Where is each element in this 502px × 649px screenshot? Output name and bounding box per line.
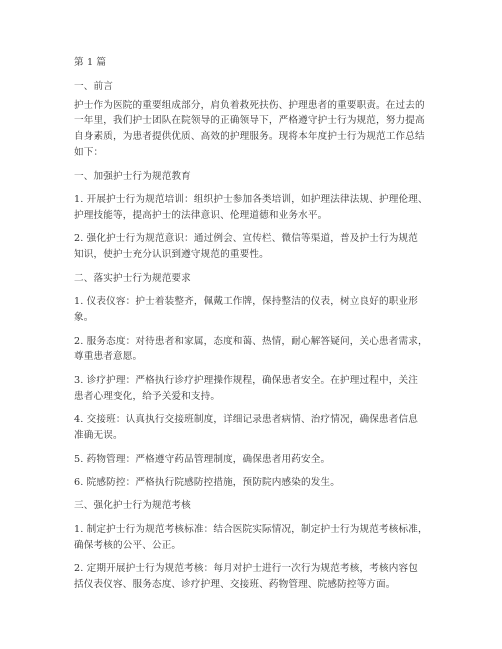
- education-item-2-line-1: 2. 强化护士行为规范意识：通过例会、宣传栏、微信等渠道，普及护士行为规范: [74, 233, 418, 244]
- implementation-item-4-line-1: 4. 交接班：认真执行交接班制度，详细记录患者病情、治疗情况，确保患者信息: [74, 414, 418, 425]
- implementation-item-5: 5. 药物管理：严格遵守药品管理制度，确保患者用药安全。: [74, 454, 331, 465]
- assessment-heading: 三、强化护士行为规范考核: [74, 500, 191, 511]
- education-item-1-line-1: 1. 开展护士行为规范培训：组织护士参加各类培训，如护理法律法规、护理伦理、: [74, 194, 428, 205]
- implementation-item-2-line-1: 2. 服务态度：对待患者和家属，态度和蔼、热情，耐心解答疑问，关心患者需求，: [74, 336, 428, 347]
- assessment-item-2-line-2: 括仪表仪容、服务态度、诊疗护理、交接班、药物管理、院感防控等方面。: [74, 579, 396, 590]
- implementation-item-4-line-2: 准确无误。: [74, 430, 123, 441]
- education-item-2-line-2: 知识，使护士充分认识到遵守规范的重要性。: [74, 249, 269, 260]
- education-heading: 一、加强护士行为规范教育: [74, 171, 191, 182]
- implementation-heading: 二、落实护士行为规范要求: [74, 273, 191, 284]
- implementation-item-1-line-2: 象。: [74, 312, 94, 323]
- implementation-item-2-line-2: 尊重患者意愿。: [74, 351, 143, 362]
- implementation-item-6: 6. 院感防控：严格执行院感防控措施，预防院内感染的发生。: [74, 477, 340, 488]
- preface-line-4: 如下：: [74, 147, 104, 158]
- implementation-item-1-line-1: 1. 仪表仪容：护士着装整齐，佩戴工作牌，保持整洁的仪表，树立良好的职业形: [74, 296, 418, 307]
- preface-line-2: 一年里，我们护士团队在院领导的正确领导下，严格遵守护士行为规范，努力提高: [74, 115, 425, 126]
- chapter-label: 第 1 篇: [74, 57, 107, 68]
- assessment-item-1-line-1: 1. 制定护士行为规范考核标准：结合医院实际情况，制定护士行为规范考核标准，: [74, 524, 428, 535]
- preface-line-1: 护士作为医院的重要组成部分，肩负着救死扶伤、护理患者的重要职责。在过去的: [74, 100, 425, 111]
- assessment-item-1-line-2: 确保考核的公平、公正。: [74, 540, 182, 551]
- preface-heading: 一、前言: [74, 81, 113, 92]
- implementation-item-3-line-1: 3. 诊疗护理：严格执行诊疗护理操作规程，确保患者安全。在护理过程中，关注: [74, 375, 418, 386]
- implementation-item-3-line-2: 患者心理变化，给予关爱和支持。: [74, 391, 221, 402]
- assessment-item-2-line-1: 2. 定期开展护士行为规范考核：每月对护士进行一次行为规范考核，考核内容包: [74, 563, 418, 574]
- education-item-1-line-2: 护理技能等，提高护士的法律意识、伦理道德和业务水平。: [74, 210, 328, 221]
- preface-line-3: 自身素质，为患者提供优质、高效的护理服务。现将本年度护士行为规范工作总结: [74, 131, 425, 142]
